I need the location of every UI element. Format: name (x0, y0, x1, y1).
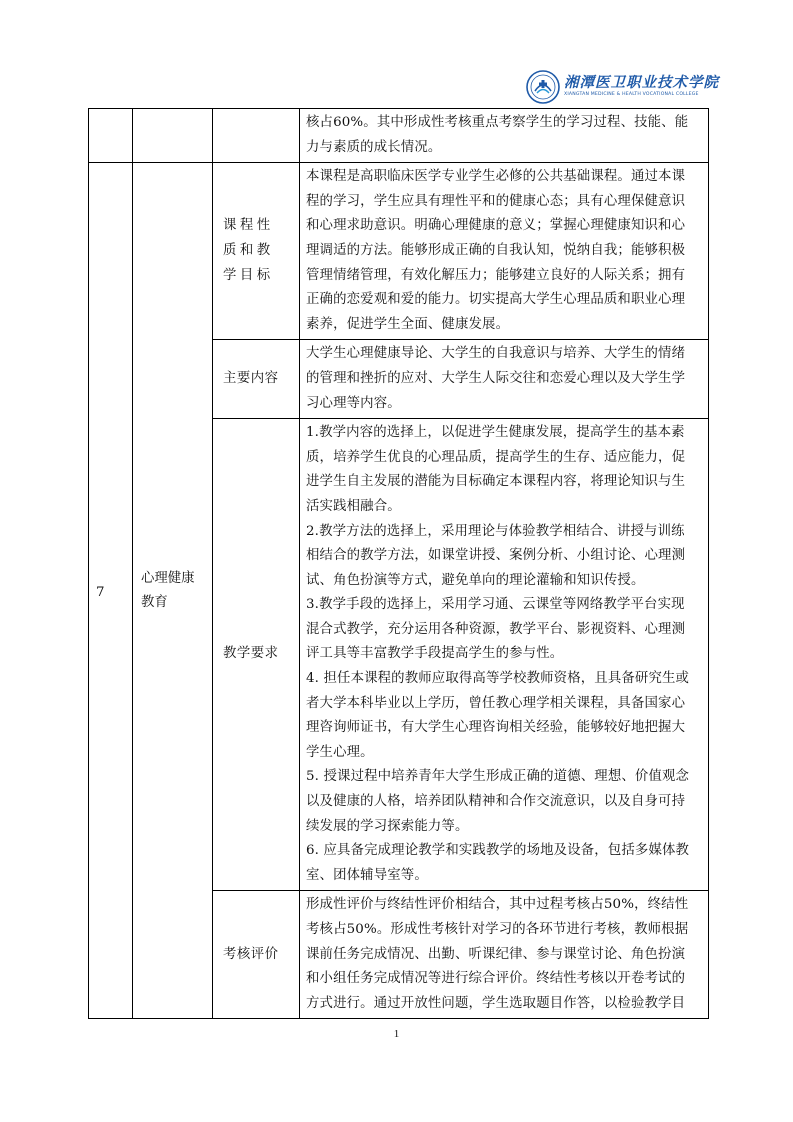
content-line: 以及健康的人格，培养团队精神和合作交流意识，以及自身可持 (306, 794, 686, 810)
section-label-content: 主要内容 (223, 370, 279, 386)
continued-label-cell (213, 109, 300, 163)
section-content-cell (300, 163, 709, 340)
content-line: 者大学本科毕业以上学历，曾任教心理学相关课程，具备国家心 (306, 695, 686, 711)
section-label-cell (213, 163, 300, 340)
content-line: 程的学习，学生应具有理性平和的健康心态；具有心理保健意识 (306, 193, 686, 209)
content-line: 1.教学内容的选择上，以促进学生健康发展，提高学生的基本素 (306, 425, 685, 441)
content-line: 的管理和挫折的应对、大学生人际交往和恋爱心理以及大学生学 (306, 370, 686, 386)
page-number: 1 (393, 1028, 400, 1040)
section-label-objectives: 课程性质和教学目标 (223, 218, 274, 283)
content-line: 4. 担任本课程的教师应取得高等学校教师资格，且具备研究生或 (306, 671, 690, 687)
content-line: 试、角色扮演等方式，避免单向的理论灌输和知识传授。 (306, 572, 645, 588)
course-number-cell (89, 163, 133, 1019)
continued-content-cell (300, 109, 709, 163)
content-line: 素养，促进学生全面、健康发展。 (306, 316, 510, 332)
continued-number-cell (89, 109, 133, 163)
college-emblem-icon (526, 70, 560, 104)
content-line: 正确的恋爱观和爱的能力。切实提高大学生心理品质和职业心理 (306, 292, 686, 308)
section-label-cell (213, 419, 300, 891)
content-line: 学生心理。 (306, 744, 374, 760)
section-content-cell (300, 419, 709, 891)
section-content-cell (300, 340, 709, 419)
logo-chinese-name: 湘潭医卫职业技术学院 (564, 74, 719, 91)
college-logo (526, 70, 719, 106)
course-name: 心理健康教育 (141, 570, 195, 610)
content-line: 和小组任务完成情况等进行综合评价。终结性考核以开卷考试的 (306, 971, 686, 987)
content-line: 评工具等丰富教学手段提高学生的参与性。 (306, 646, 564, 662)
content-line: 力与素质的成长情况。 (306, 139, 442, 155)
content-line: 续发展的学习探索能力等。 (306, 818, 469, 834)
continued-row (89, 109, 709, 163)
course-number: 7 (96, 585, 105, 601)
content-line: 和心理求助意识。明确心理健康的意义；掌握心理健康知识和心 (306, 218, 686, 234)
content-line: 相结合的教学方法，如课堂讲授、案例分析、小组讨论、心理测 (306, 548, 686, 564)
content-line: 室、团体辅导室等。 (306, 867, 428, 883)
section-label-cell (213, 340, 300, 419)
content-line: 方式进行。通过开放性问题，学生选取题目作答，以检验教学目 (306, 995, 686, 1011)
continued-course-cell (133, 109, 213, 163)
course-name-cell (133, 163, 213, 1019)
content-line: 本课程是高职临床医学专业学生必修的公共基础课程。通过本课 (306, 169, 686, 185)
section-content-cell (300, 891, 709, 1019)
section-label-requirements: 教学要求 (223, 646, 279, 662)
content-line: 习心理等内容。 (306, 395, 401, 411)
content-line: 考核占50%。形成性考核针对学习的各环节进行考核，教师根据 (306, 922, 689, 937)
course-row-objectives (89, 163, 709, 340)
content-line: 混合式教学，充分运用各种资源，教学平台、影视资料、心理测 (306, 621, 686, 637)
content-line: 理咨询师证书，有大学生心理咨询相关经验，能够较好地把握大 (306, 720, 686, 736)
content-line: 课前任务完成情况、出勤、听课纪律、参与课堂讨论、角色扮演 (306, 946, 686, 962)
content-line: 6. 应具备完成理论教学和实践教学的场地及设备，包括多媒体教 (306, 843, 690, 859)
content-line: 管理情绪管理，有效化解压力；能够建立良好的人际关系；拥有 (306, 267, 686, 283)
content-line: 理调适的方法。能够形成正确的自我认知，悦纳自我；能够积极 (306, 242, 686, 258)
content-line: 2.教学方法的选择上，采用理论与体验教学相结合、讲授与训练 (306, 523, 685, 539)
content-line: 5. 授课过程中培养青年大学生形成正确的道德、理想、价值观念 (306, 769, 690, 785)
content-line: 核占60%。其中形成性考核重点考察学生的学习过程、技能、能 (306, 115, 689, 130)
section-label-assessment: 考核评价 (223, 946, 279, 962)
content-line: 质，培养学生优良的心理品质，提高学生的生存、适应能力，促 (306, 449, 686, 465)
content-line: 3.教学手段的选择上，采用学习通、云课堂等网络教学平台实现 (306, 597, 685, 613)
content-line: 进学生自主发展的潜能为目标确定本课程内容，将理论知识与生 (306, 474, 686, 490)
section-label-cell (213, 891, 300, 1019)
logo-english-name: XIANGTAN MEDICINE & HEALTH VOCATIONAL COLLEGE (564, 92, 699, 97)
content-line: 形成性评价与终结性评价相结合，其中过程考核占50%，终结性 (306, 897, 689, 913)
content-line: 活实践相融合。 (306, 498, 401, 514)
content-line: 大学生心理健康导论、大学生的自我意识与培养、大学生的情绪 (306, 346, 686, 362)
course-table (88, 108, 709, 1019)
